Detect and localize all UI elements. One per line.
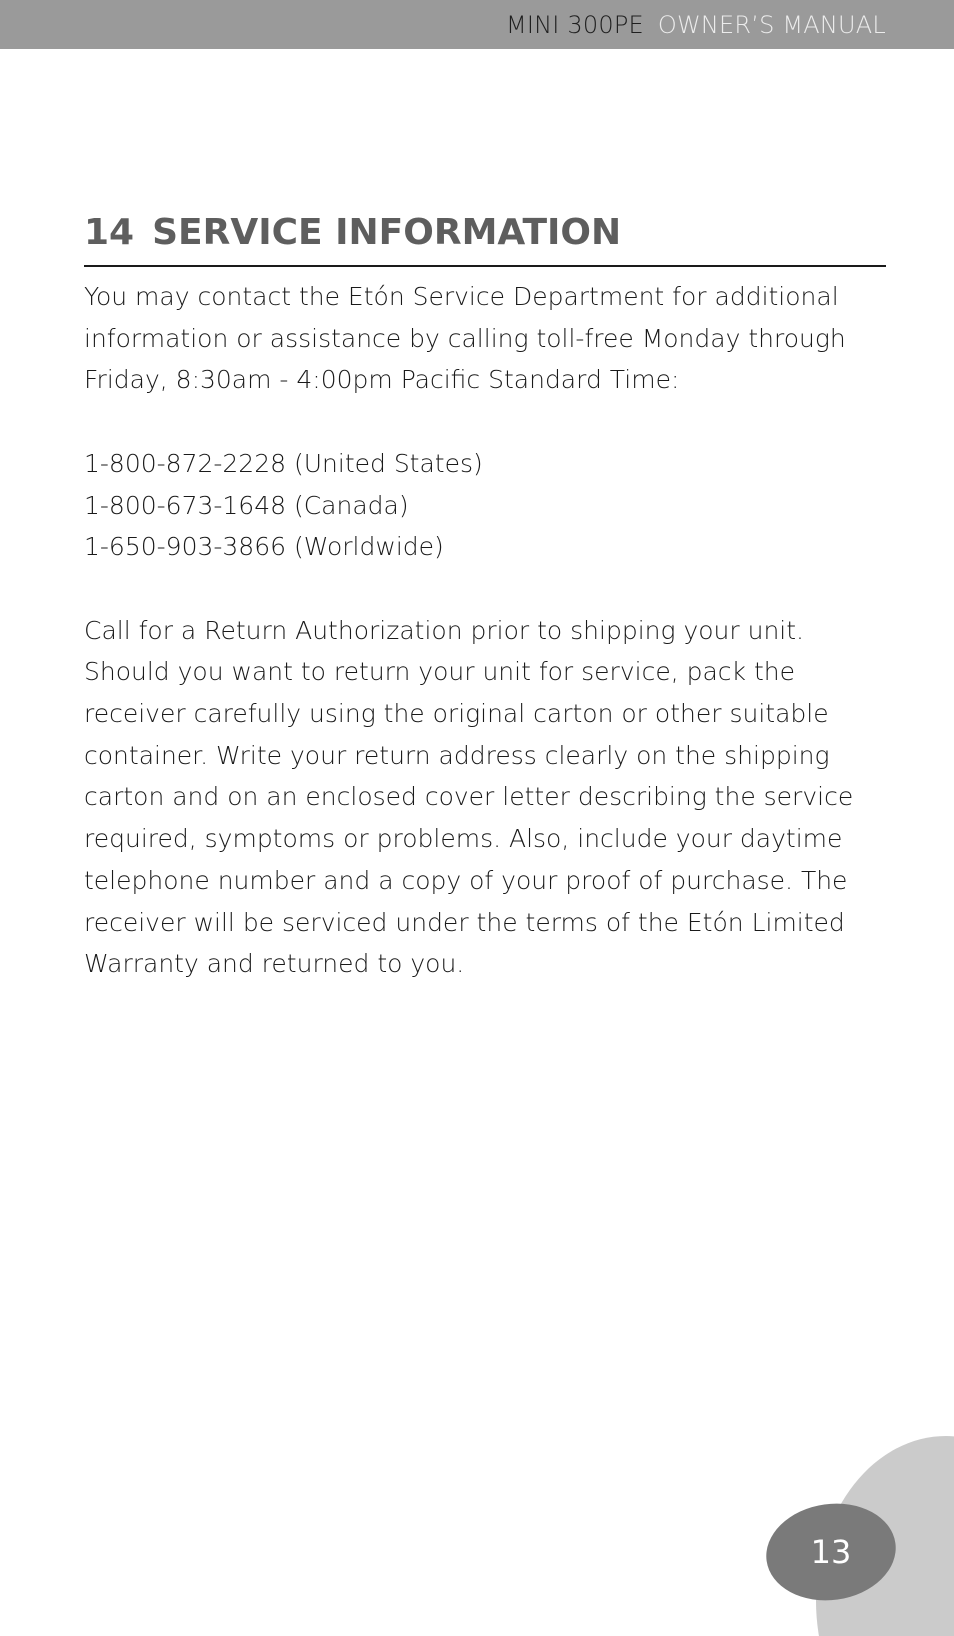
header-model-name: MINI 300PE [505,11,644,39]
paragraph-spacer [84,568,890,610]
return-paragraph: Call for a Return Authorization prior to shipping your unit. Should you want to return your unit for service, pack the receiver carefully using the original carton or other suitable container. Write your return address clearly on the shipping carton and on an enclosed cover letter describing the service required, symptoms or problems. Also, include your daytime telephone number and a copy of your proof of purchase. The receiver will be serviced under the terms of the Etón Limited Warranty and returned to you. [84,615,854,979]
header-bar [0,0,954,49]
paragraph-spacer [84,401,890,443]
page-number: 13 [810,1533,852,1571]
phone-number-worldwide: 1-650-903-3866 (Worldwide) [84,532,444,562]
intro-paragraph: You may contact the Etón Service Department for additional information or assistance by calling toll-free Monday through Friday, 8:30am - 4:00pm Pacific Standard Time: [84,282,846,395]
phone-list [84,443,890,568]
header-manual-title: OWNER’S MANUAL [657,11,886,39]
phone-number-us: 1-800-872-2228 (United States) [84,448,483,478]
section-title-text: SERVICE INFORMATION [152,212,622,253]
title-divider [84,265,886,267]
section-number: 14 [84,212,135,253]
phone-number-canada: 1-800-673-1648 (Canada) [84,490,409,520]
running-header [506,11,886,39]
page-body [84,276,890,985]
section-title [84,212,621,253]
